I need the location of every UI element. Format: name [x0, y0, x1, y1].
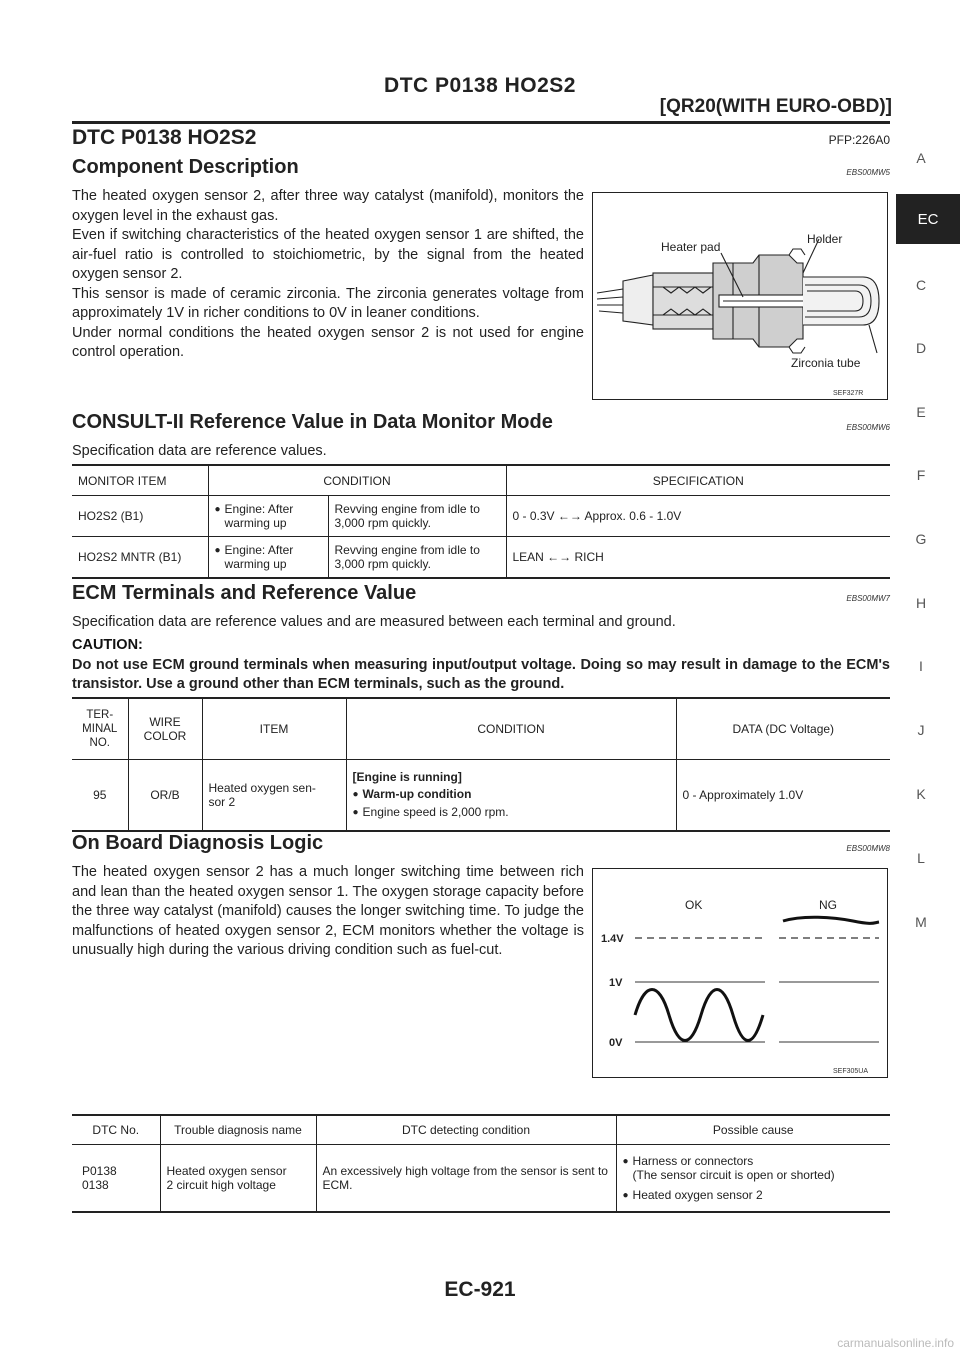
condition-bullet-1: Warm-up condition [362, 787, 472, 801]
col-trouble-name: Trouble diagnosis name [160, 1115, 316, 1145]
ecm-note: Specification data are reference values and are measured between each terminal and ground. [72, 614, 676, 630]
trouble-name: Heated oxygen sensor 2 circuit high voltage [160, 1145, 316, 1213]
col-condition: CONDITION [346, 698, 676, 760]
table-header-row [72, 465, 890, 496]
table-row [72, 1145, 890, 1213]
condition-cell: ● Engine: After warming up [208, 496, 328, 537]
col-dtc-no: DTC No. [72, 1115, 160, 1145]
part-number: PFP:226A0 [828, 133, 890, 147]
component-paragraph-1: The heated oxygen sensor 2, after three way catalyst (manifold), monitors the oxygen level in the exhaust gas. [72, 188, 584, 224]
label-ng: NG [819, 898, 837, 912]
component-paragraph-4: Under normal conditions the heated oxygen sensor 2 is not used for engine control operation. [72, 324, 584, 360]
item-name: Heated oxygen sen- sor 2 [202, 760, 346, 832]
label-1-4v: 1.4V [601, 933, 624, 945]
cause-2: Heated oxygen sensor 2 [632, 1187, 763, 1202]
condition-detail: Revving engine from idle to 3,000 rpm quickly. [328, 496, 506, 537]
section-title-consult: CONSULT-II Reference Value in Data Monitor Mode [72, 411, 553, 433]
condition-detail: Revving engine from idle to 3,000 rpm quickly. [328, 537, 506, 579]
consult-note: Specification data are reference values. [72, 443, 327, 459]
page-title: DTC P0138 HO2S2 [72, 126, 257, 149]
page-number: EC-921 [444, 1278, 516, 1301]
caution-label: CAUTION: [72, 637, 143, 653]
voltage-comparison-figure [592, 868, 888, 1078]
running-header-subtitle: [QR20(WITH EURO-OBD)] [659, 96, 892, 117]
side-index-f[interactable]: F [916, 467, 926, 483]
col-wire-color: WIRE COLOR [128, 698, 202, 760]
col-data: DATA (DC Voltage) [676, 698, 890, 760]
side-index-k[interactable]: K [916, 786, 926, 802]
component-paragraph-3: This sensor is made of ceramic zirconia. The zirconia generates voltage from approximately 1V in richer conditions to 0V in leaner conditions. [72, 285, 584, 321]
condition-cell: ● Engine: After warming up [208, 537, 328, 579]
caution-text: Do not use ECM ground terminals when measuring input/output voltage. Doing so may result in damage to the ECM's transistor. Use a ground other than ECM terminals, such as the ground. [72, 657, 890, 692]
side-index-j[interactable]: J [917, 722, 925, 738]
col-item: ITEM [202, 698, 346, 760]
label-0v: 0V [609, 1037, 623, 1049]
label-ok: OK [685, 898, 703, 912]
side-index-h[interactable]: H [915, 595, 927, 611]
side-index-g[interactable]: G [915, 531, 927, 547]
side-index-d[interactable]: D [915, 340, 927, 356]
figure-code-sef327r: SEF327R [833, 390, 864, 397]
voltage-comparison-drawing [593, 869, 887, 1077]
ecm-terminal-table [72, 697, 890, 832]
label-holder: Holder [807, 232, 843, 246]
section-title-component: Component Description [72, 156, 299, 178]
condition-bullet-2: Engine speed is 2,000 rpm. [362, 805, 509, 819]
monitor-item: HO2S2 MNTR (B1) [72, 537, 208, 579]
side-index-a[interactable]: A [916, 150, 926, 166]
table-header-row [72, 1115, 890, 1145]
wire-color: OR/B [128, 760, 202, 832]
section-title-obd: On Board Diagnosis Logic [72, 832, 324, 854]
table-row [72, 496, 890, 537]
condition-cell: [Engine is running] ● Warm-up condition ● Engine speed is 2,000 rpm. [346, 760, 676, 832]
side-index-m[interactable]: M [915, 914, 927, 930]
label-1v: 1V [609, 977, 623, 989]
condition-text: Engine: After warming up [224, 543, 294, 571]
dtc-number: P0138 0138 [72, 1145, 160, 1213]
side-index-e[interactable]: E [916, 404, 926, 420]
specification-value: LEAN ←→ RICH [506, 537, 890, 579]
label-zirconia-tube: Zirconia tube [791, 356, 861, 370]
table-header-row [72, 698, 890, 760]
section-code-component: EBS00MW5 [846, 168, 890, 177]
col-possible-cause: Possible cause [616, 1115, 890, 1145]
col-detecting-condition: DTC detecting condition [316, 1115, 616, 1145]
label-heater-pad: Heater pad [661, 240, 721, 254]
consult-table [72, 464, 890, 579]
data-value: 0 - Approximately 1.0V [676, 760, 890, 832]
table-row [72, 760, 890, 832]
table-row [72, 537, 890, 579]
side-index-c[interactable]: C [915, 277, 927, 293]
col-terminal-no: TER- MINAL NO. [72, 698, 128, 760]
dtc-table [72, 1114, 890, 1213]
header-rule [72, 121, 890, 124]
sensor-cutaway-figure [592, 192, 888, 400]
detecting-condition: An excessively high voltage from the sensor is sent to ECM. [316, 1145, 616, 1213]
sensor-cutaway-drawing [593, 193, 887, 399]
obd-paragraph: The heated oxygen sensor 2 has a much longer switching time between rich and lean than the heated oxygen sensor 1. The oxygen storage capacity before the three way catalyst (manifold) causes the longer switching time. To judge the malfunctions of heated oxygen sensor 2, ECM monitors whether the voltage is unusually high during the various driving condition such as fuel-cut. [72, 864, 584, 958]
section-code-obd: EBS00MW8 [846, 844, 890, 853]
possible-cause-cell: ● Harness or connectors (The sensor circuit is open or shorted) ● Heated oxygen sensor 2 [616, 1145, 890, 1213]
condition-heading: [Engine is running] [352, 770, 462, 784]
figure-code-sef305ua: SEF305UA [833, 1068, 869, 1075]
condition-text: Engine: After warming up [224, 502, 294, 530]
col-specification: SPECIFICATION [506, 465, 890, 496]
terminal-no: 95 [72, 760, 128, 832]
watermark: carmanualsonline.info [837, 1336, 954, 1350]
component-text [72, 187, 584, 363]
section-code-ecm: EBS00MW7 [846, 594, 890, 603]
running-header-title: DTC P0138 HO2S2 [384, 74, 576, 97]
col-condition: CONDITION [208, 465, 506, 496]
section-title-ecm: ECM Terminals and Reference Value [72, 582, 417, 604]
col-monitor-item: MONITOR ITEM [72, 465, 208, 496]
specification-value: 0 - 0.3V ←→ Approx. 0.6 - 1.0V [506, 496, 890, 537]
section-code-consult: EBS00MW6 [846, 423, 890, 432]
component-paragraph-2: Even if switching characteristics of the heated oxygen sensor 1 are shifted, the air-fuel ratio is controlled to stoichiometric, by the signal from the heated oxygen sensor 2. [72, 227, 584, 282]
cause-1: Harness or connectors (The sensor circuit is open or shorted) [632, 1153, 835, 1182]
monitor-item: HO2S2 (B1) [72, 496, 208, 537]
side-index-l[interactable]: L [917, 850, 925, 866]
side-index-ec-active[interactable]: EC [896, 194, 960, 244]
side-index-i[interactable]: I [919, 658, 923, 674]
